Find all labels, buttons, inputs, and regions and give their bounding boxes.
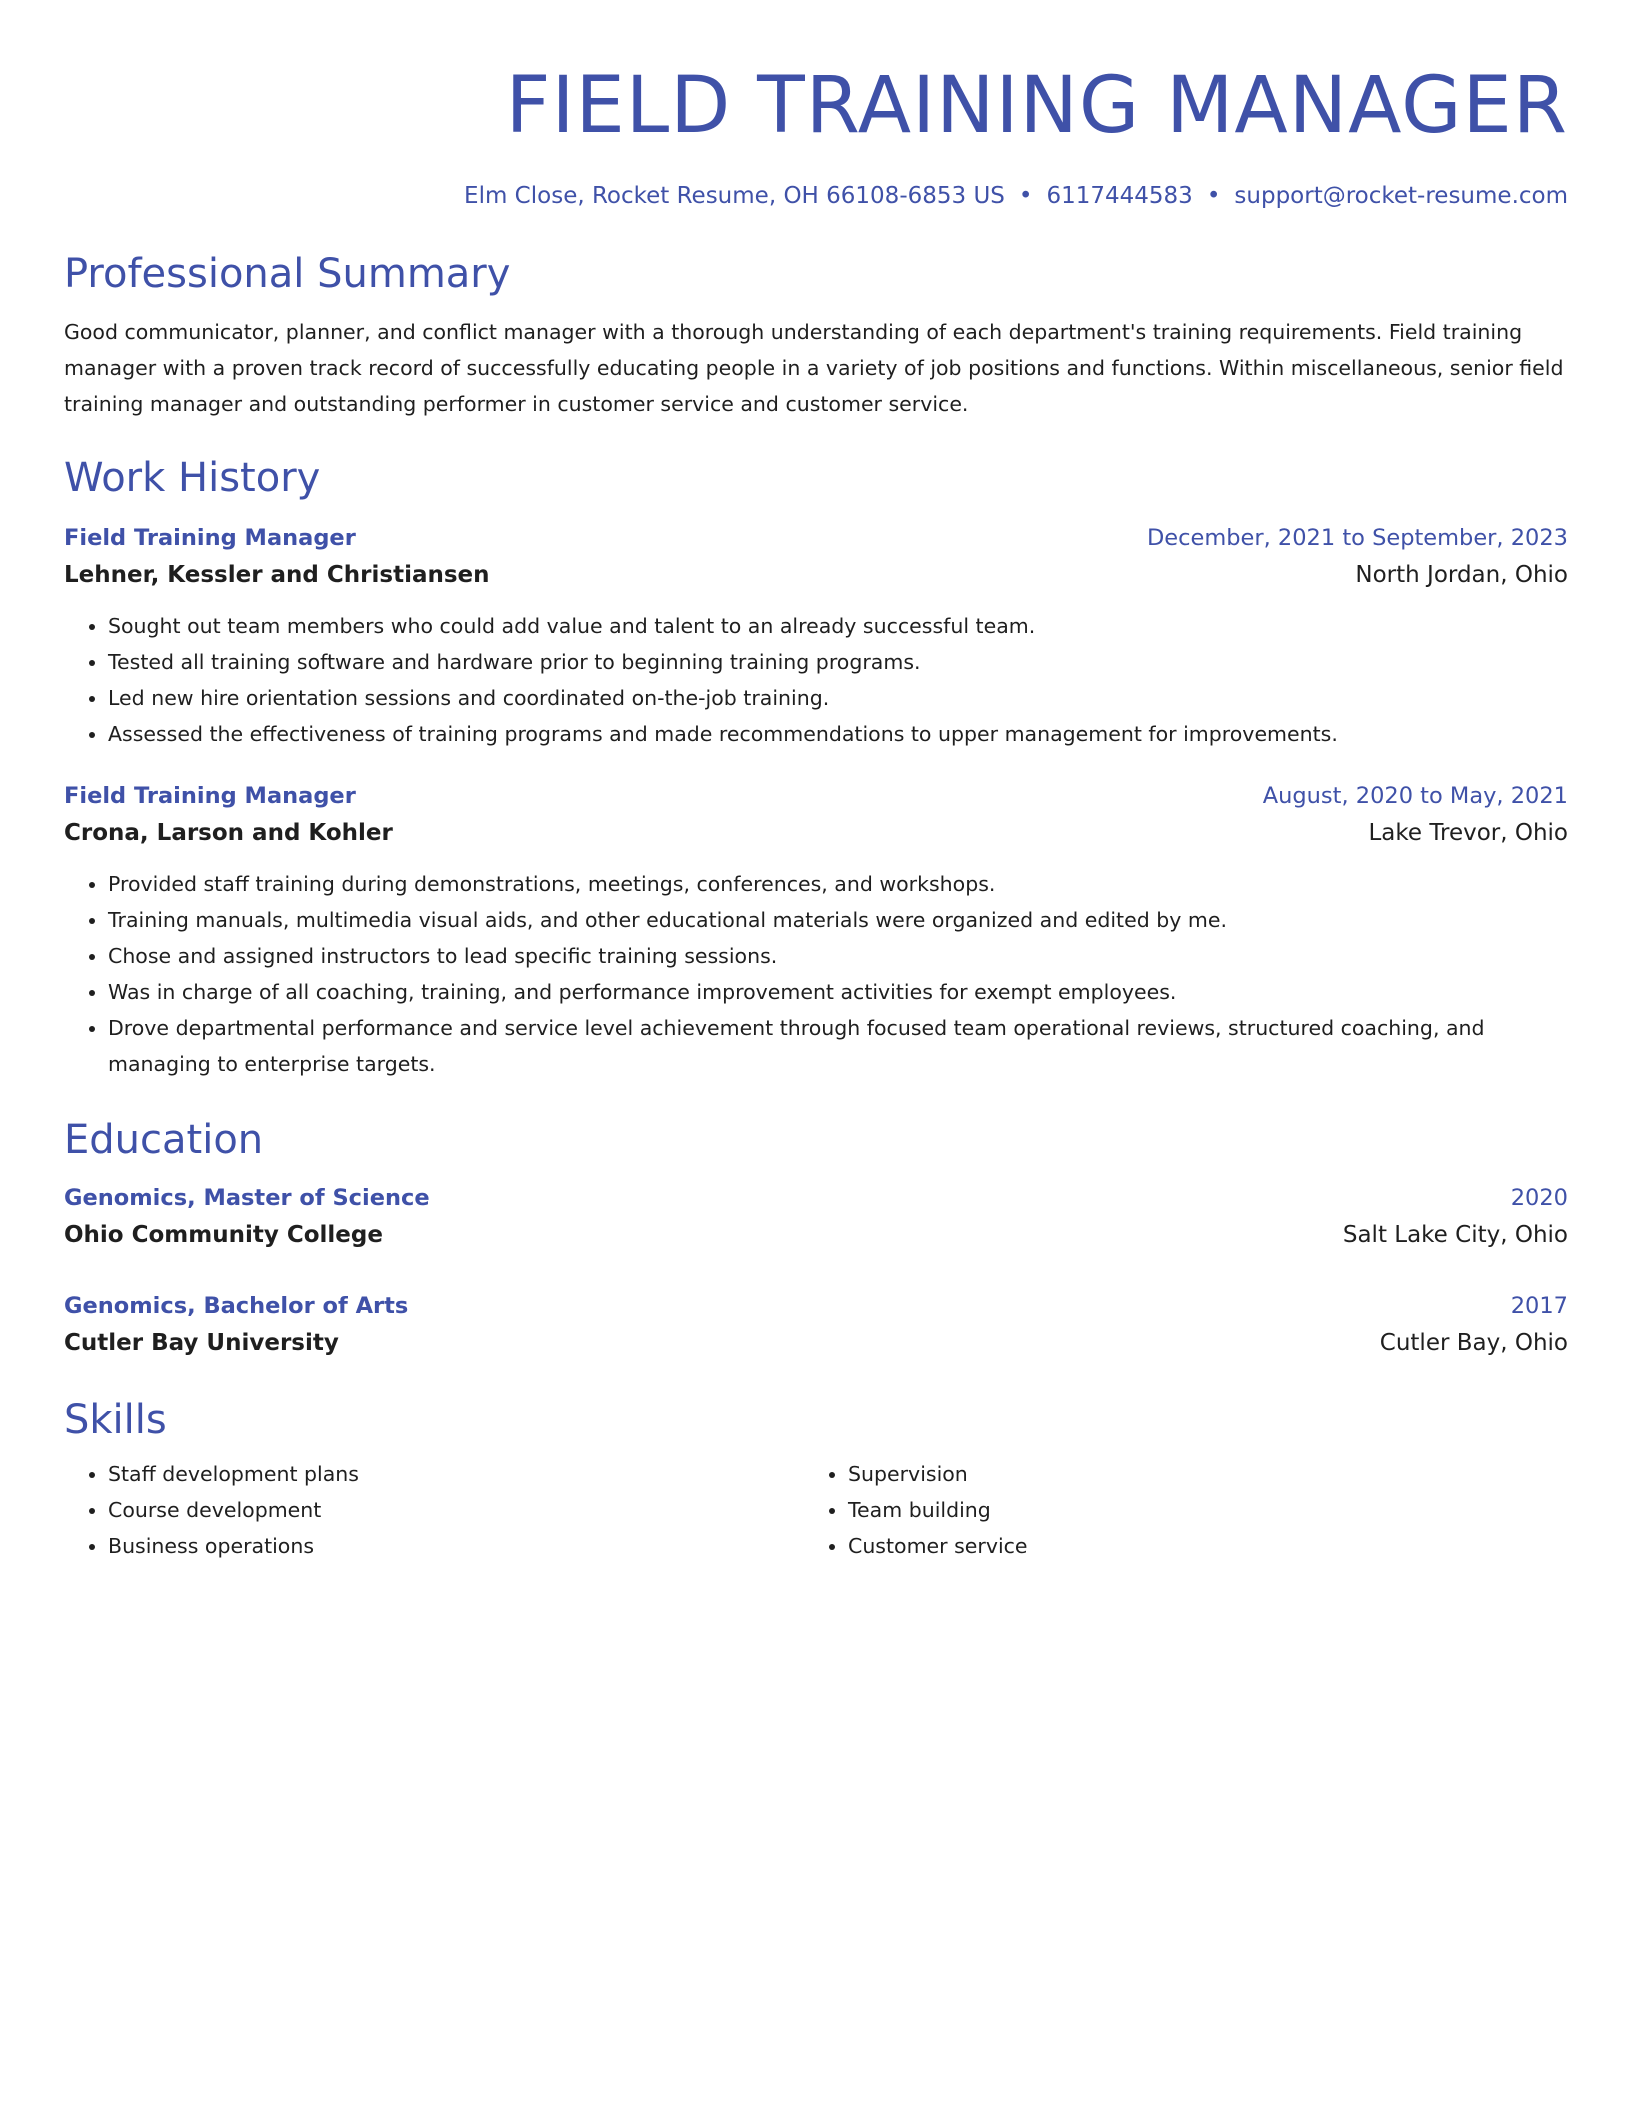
education-section-title: Education <box>64 1117 264 1163</box>
job-bullet: • Was in charge of all coaching, training, and performance improvement activities for exempt employees. <box>108 974 1568 1010</box>
skills-section-title: Skills <box>64 1397 167 1443</box>
skill-item: • Customer service <box>848 1528 1544 1564</box>
job-title: Field Training Manager <box>64 783 356 809</box>
job-bullets <box>64 866 1568 1082</box>
skill-item: • Course development <box>108 1492 804 1528</box>
summary-text: Good communicator, planner, and conflict manager with a thorough understanding of each department's training requirements. Field training manager with a proven track record of successfully educating people in a variety of job positions and functions. Within miscellaneous, senior field training manager and outstanding performer in customer service and customer service. <box>64 320 1564 416</box>
job-entry <box>64 520 1568 752</box>
contact-email[interactable]: support@rocket-resume.com <box>1234 183 1568 209</box>
job-dates: December, 2021 to September, 2023 <box>1146 525 1568 551</box>
degree-row <box>64 1180 1568 1216</box>
contact-phone: 6117444583 <box>1046 183 1193 209</box>
graduation-year: 2020 <box>1510 1185 1568 1211</box>
skill-item: • Staff development plans <box>108 1456 804 1492</box>
job-entry <box>64 778 1568 1082</box>
job-title: Field Training Manager <box>64 525 356 551</box>
candidate-name: FIELD TRAINING MANAGER <box>505 61 1568 151</box>
contact-address: Elm Close, Rocket Resume, OH 66108-6853 US <box>464 183 1005 209</box>
graduation-year: 2017 <box>1510 1293 1568 1319</box>
job-title-row <box>64 778 1568 814</box>
education-entry <box>64 1288 1568 1362</box>
company-name: Crona, Larson and Kohler <box>64 820 393 846</box>
company-name: Lehner, Kessler and Christiansen <box>64 562 490 588</box>
skills-column-left <box>64 1456 804 1564</box>
school-row <box>64 1324 1568 1362</box>
degree-name: Genomics, Master of Science <box>64 1185 430 1211</box>
job-bullet: • Training manuals, multimedia visual aids, and other educational materials were organized and edited by me. <box>108 902 1568 938</box>
school-location: Salt Lake City, Ohio <box>1342 1222 1568 1248</box>
resume-header <box>64 56 1568 212</box>
degree-name: Genomics, Bachelor of Arts <box>64 1293 409 1319</box>
job-dates: August, 2020 to May, 2021 <box>1262 783 1568 809</box>
school-row <box>64 1216 1568 1254</box>
job-bullet: • Assessed the effectiveness of training programs and made recommendations to upper management for improvements. <box>108 716 1568 752</box>
job-bullet: • Provided staff training during demonstrations, meetings, conferences, and workshops. <box>108 866 1568 902</box>
skill-item: • Supervision <box>848 1456 1544 1492</box>
skills-list <box>64 1456 1568 1564</box>
contact-separator: • <box>1018 183 1033 209</box>
company-row <box>64 556 1568 594</box>
education-entry <box>64 1180 1568 1254</box>
skill-item: • Business operations <box>108 1528 804 1564</box>
company-row <box>64 814 1568 852</box>
job-bullet: • Led new hire orientation sessions and coordinated on-the-job training. <box>108 680 1568 716</box>
job-bullets <box>64 608 1568 752</box>
contact-line <box>64 180 1568 212</box>
job-bullet: • Sought out team members who could add value and talent to an already successful team. <box>108 608 1568 644</box>
summary-section-title: Professional Summary <box>64 251 511 297</box>
skills-column-right <box>804 1456 1544 1564</box>
job-location: Lake Trevor, Ohio <box>1368 820 1568 846</box>
job-location: North Jordan, Ohio <box>1355 562 1568 588</box>
school-location: Cutler Bay, Ohio <box>1379 1330 1568 1356</box>
job-title-row <box>64 520 1568 556</box>
job-bullet: • Drove departmental performance and service level achievement through focused team operational reviews, structured coaching, and managing to enterprise targets. <box>108 1010 1568 1082</box>
degree-row <box>64 1288 1568 1324</box>
work-history-section-title: Work History <box>64 455 321 501</box>
job-bullet: • Chose and assigned instructors to lead specific training sessions. <box>108 938 1568 974</box>
job-bullet: • Tested all training software and hardware prior to beginning training programs. <box>108 644 1568 680</box>
school-name: Ohio Community College <box>64 1222 383 1248</box>
skill-item: • Team building <box>848 1492 1544 1528</box>
contact-separator: • <box>1206 183 1221 209</box>
school-name: Cutler Bay University <box>64 1330 339 1356</box>
